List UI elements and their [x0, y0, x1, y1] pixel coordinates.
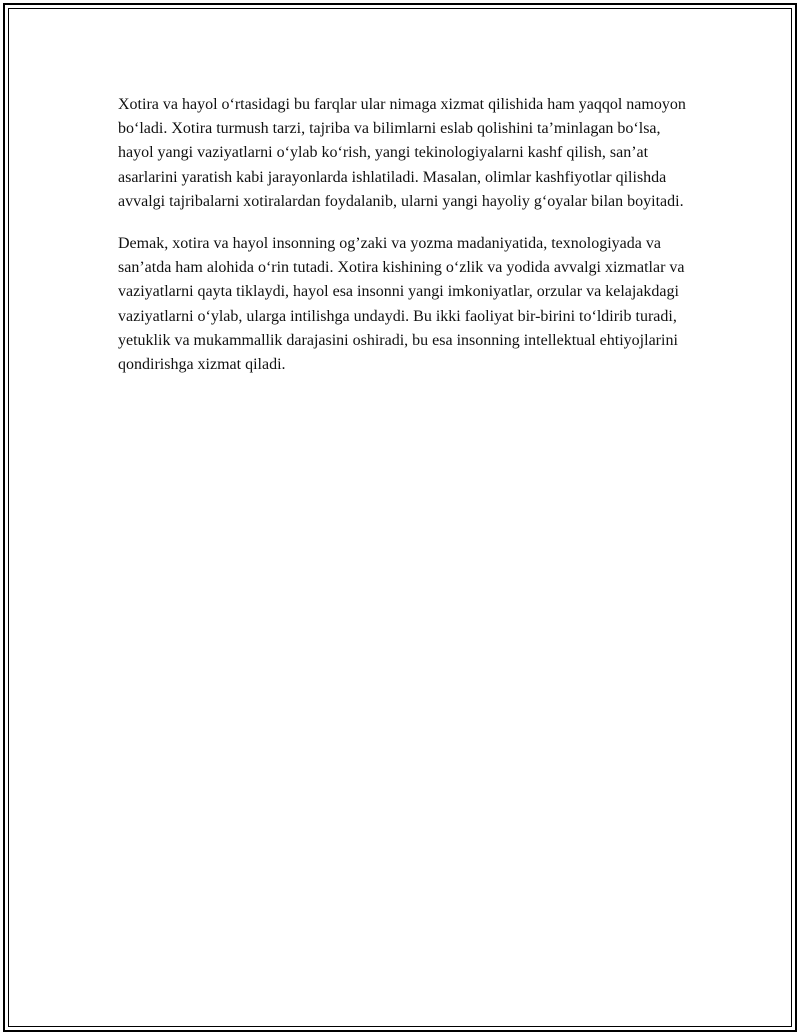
document-body — [118, 93, 698, 395]
paragraph-1: Xotira va hayol o‘rtasidagi bu farqlar ular nimaga xizmat qilishida ham yaqqol namoyon bo‘ladi. Xotira turmush tarzi, tajriba va bilimlarni eslab qolishini ta’minlagan bo‘lsa, hayol yangi vaziyatlarni o‘ylab ko‘rish, yangi tekinologiyalarni kashf qilish, san’at asarlarini yaratish kabi jarayonlarda ishlatiladi. Masalan, olimlar kashfiyotlar qilishda avvalgi tajribalarni xotiralardan foydalanib, ularni yangi hayoliy g‘oyalar bilan boyitadi. — [118, 96, 686, 210]
paragraph-2: Demak, xotira va hayol insonning og’zaki va yozma madaniyatida, texnologiyada va san’atda ham alohida o‘rin tutadi. Xotira kishining o‘zlik va yodida avvalgi xizmatlar va vaziyatlarni qayta tiklaydi, hayol esa insonni yangi imkoniyatlar, orzular va kelajakdagi vaziyatlarni o‘ylab, ularga intilishga undaydi. Bu ikki faoliyat bir-birini to‘ldirib turadi, yetuklik va mukammallik darajasini oshiradi, bu esa insonning intellektual ehtiyojlarini qondirishga xizmat qiladi. — [118, 235, 685, 374]
